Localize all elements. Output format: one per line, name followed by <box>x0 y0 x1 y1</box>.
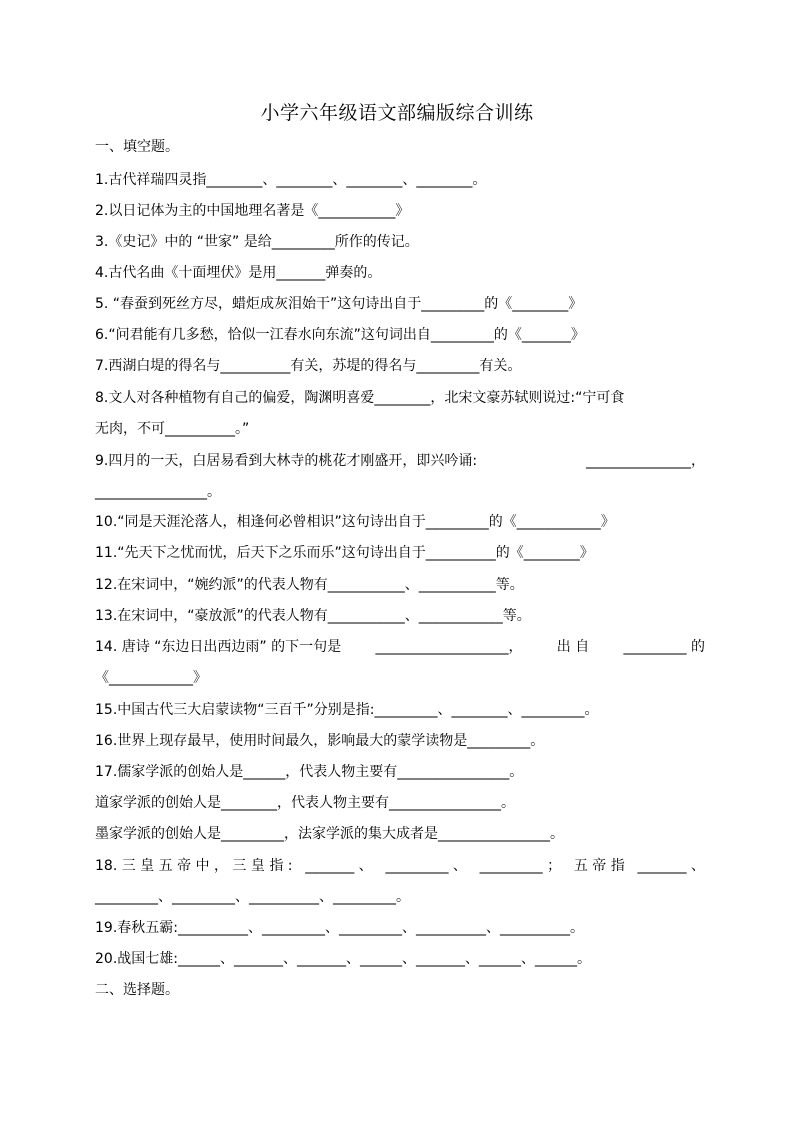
section-heading-fill-blank: 一、填空题。 <box>95 139 179 155</box>
question-15: 15.中国古代三大启蒙读物“三百千”分别是指:_________、________、_________。 <box>95 702 599 718</box>
question-3: 3.《史记》中的 “世家” 是给_________所作的传记。 <box>95 234 419 250</box>
question-18-blank-4: _______ 、 <box>637 858 705 874</box>
question-14-blank: ___________________， <box>375 639 523 655</box>
question-10: 10.“同是天涯沦落人，相逢何必曾相识”这句诗出自于_________的《____________》 <box>95 514 615 530</box>
question-8-line-1: 8.文人对各种植物有自己的偏爱，陶渊明喜爱________，北宋文豪苏轼则说过:“宁可食 <box>95 390 625 406</box>
question-20: 20.战国七雄:______、_______、_______、______、_______、______、______。 <box>95 951 591 967</box>
question-11: 11.“先天下之忧而忧，后天下之乐而乐”这句诗出自于__________的《________》 <box>95 545 594 561</box>
question-18-blank-1: _______ 、 <box>305 858 373 874</box>
question-18-text: 18. 三 皇 五 帝 中 ， 三 皇 指 : <box>95 858 293 874</box>
question-8-line-2: 无肉，不可__________。” <box>95 421 250 437</box>
question-1: 1.古代祥瑞四灵指________、________、________、________。 <box>95 172 487 188</box>
question-18-wudi: 五 帝 指 <box>573 858 625 874</box>
question-5: 5. “春蚕到死丝方尽，蜡炬成灰泪始干”这句诗出自于_________的《________》 <box>95 296 583 312</box>
question-9-line-2: ________________。 <box>95 484 221 500</box>
question-9-blank: _______________， <box>586 453 705 469</box>
question-9-text: 9.四月的一天，白居易看到大林寺的桃花才刚盛开，即兴吟诵: <box>95 453 478 469</box>
question-2: 2.以日记体为主的中国地理名著是《___________》 <box>95 203 410 219</box>
question-9-line-1 <box>95 451 705 471</box>
question-4: 4.古代名曲《十面埋伏》是用_______弹奏的。 <box>95 265 382 281</box>
question-7: 7.西湖白堤的得名与__________有关，苏堤的得名与_________有关。 <box>95 358 522 374</box>
question-14-line-1 <box>95 637 705 657</box>
question-12: 12.在宋词中，“婉约派”的代表人物有___________、___________等。 <box>95 577 524 593</box>
page-title: 小学六年级语文部编版综合训练 <box>260 102 534 124</box>
question-18-line-2: _________、_________、__________、_________。 <box>95 889 410 905</box>
question-14-line-2: 《____________》 <box>95 670 207 686</box>
question-18-line-1 <box>95 856 705 876</box>
question-13: 13.在宋词中，“豪放派”的代表人物有___________、____________等。 <box>95 608 531 624</box>
section-heading-multiple-choice: 二、选择题。 <box>95 982 179 998</box>
question-16: 16.世界上现存最早，使用时间最久，影响最大的蒙学读物是_________。 <box>95 733 545 749</box>
question-14-source: 出 自 <box>556 639 590 655</box>
question-18-blank-3: _________ ； <box>479 858 562 874</box>
question-17-line-3: 墨家学派的创始人是_________，法家学派的集大成者是________________。 <box>95 826 564 842</box>
question-14-text: 14. 唐诗 “东边日出西边雨” 的下一句是 <box>95 639 342 655</box>
question-14-author-blank: _________ 的 <box>623 639 705 655</box>
question-17-line-1: 17.儒家学派的创始人是______，代表人物主要有________________。 <box>95 764 524 780</box>
question-6: 6.“问君能有几多愁，恰似一江春水向东流”这句词出自_________的《_______》 <box>95 327 585 343</box>
question-17-line-2: 道家学派的创始人是________，代表人物主要有________________。 <box>95 795 515 811</box>
question-18-blank-2: _________ 、 <box>385 858 467 874</box>
question-19: 19.春秋五霸:__________、_________、_________、__________、__________。 <box>95 920 584 936</box>
